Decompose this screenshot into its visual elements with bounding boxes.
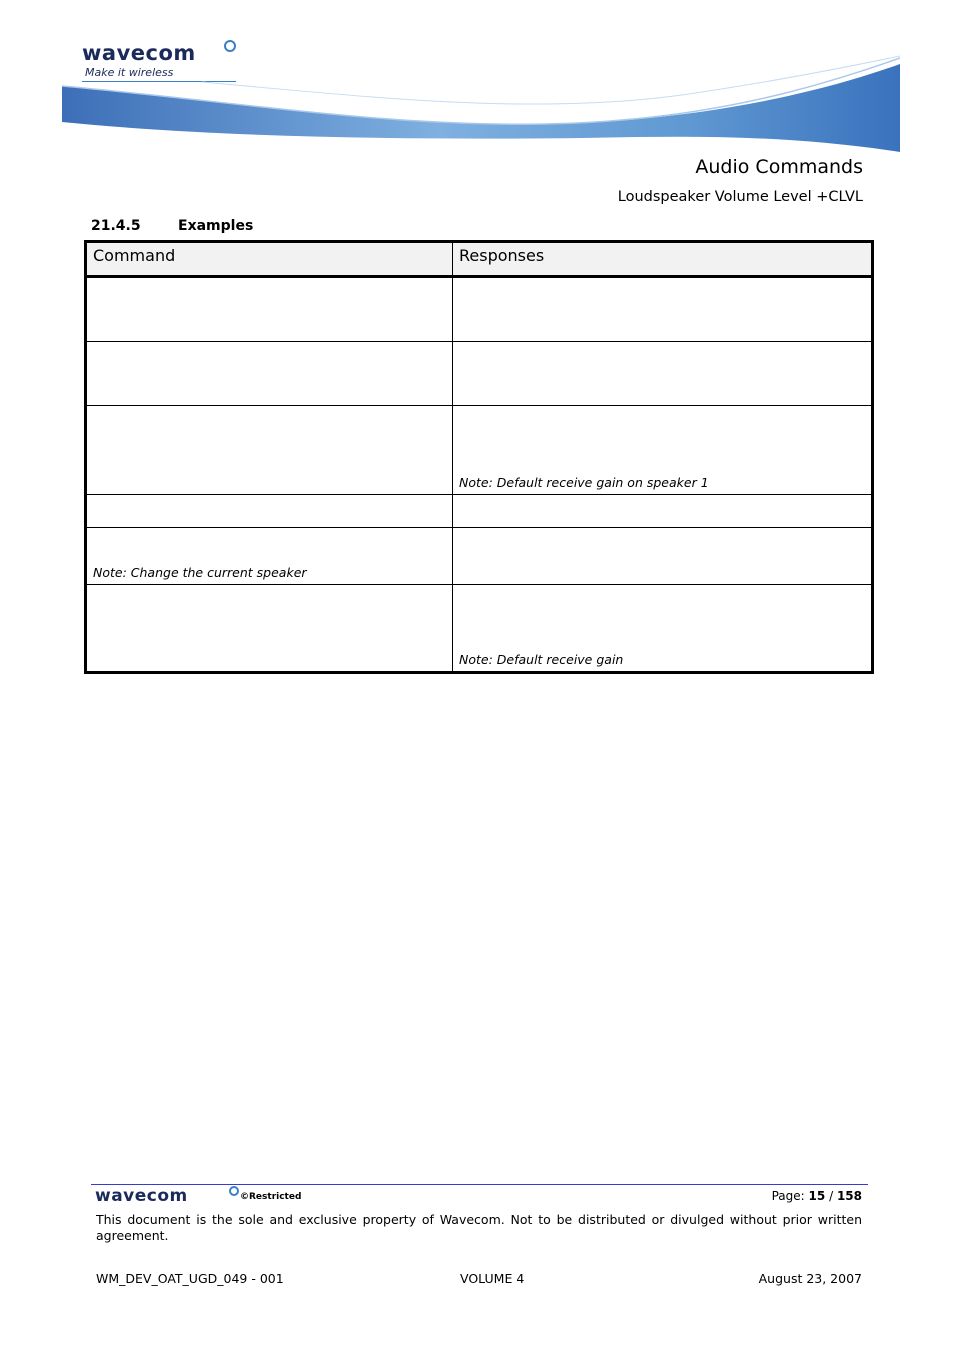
footer-notice: This document is the sole and exclusive property of Wavecom. Not to be distributed or divulged without prior written agreement.: [96, 1212, 862, 1243]
response-cell: [453, 585, 873, 673]
subsection-number: 21.4.5: [91, 218, 141, 234]
table-row: [86, 528, 873, 585]
logo-swirl-icon: [224, 40, 236, 52]
footer-logo-swirl-icon: [229, 1186, 239, 1196]
examples-table: [84, 240, 874, 674]
table-row: [86, 585, 873, 673]
table-row: [86, 277, 873, 342]
logo-wordmark: wavecom: [82, 41, 196, 65]
section-title: Loudspeaker Volume Level +CLVL: [617, 189, 863, 205]
page-label: Page:: [771, 1189, 805, 1203]
table-row: [86, 406, 873, 495]
column-header-command: Command: [86, 242, 453, 277]
command-cell: [86, 406, 453, 495]
page-current: 15: [808, 1189, 826, 1203]
response-cell: [453, 342, 873, 406]
command-cell: [86, 495, 453, 528]
footer-logo-wordmark: wavecom: [95, 1186, 188, 1206]
column-header-responses: Responses: [453, 242, 873, 277]
footer-divider: [91, 1184, 868, 1185]
footer-page-number: [772, 1188, 862, 1204]
table-row: [86, 342, 873, 406]
subsection-title: Examples: [178, 218, 254, 234]
footer-volume: VOLUME 4: [460, 1271, 525, 1286]
footer-date: August 23, 2007: [758, 1271, 862, 1286]
logo-tagline: Make it wireless: [85, 66, 174, 79]
response-note: Note: Default receive gain on speaker 1: [459, 475, 709, 490]
footer-doc-ref: WM_DEV_OAT_UGD_049 - 001: [96, 1271, 284, 1286]
response-cell: [453, 277, 873, 342]
page-separator: /: [829, 1189, 834, 1203]
footer-restricted-label: ©Restricted: [240, 1192, 302, 1202]
command-cell: [86, 277, 453, 342]
page-total: 158: [836, 1189, 862, 1203]
response-cell: [453, 528, 873, 585]
table-row: [86, 495, 873, 528]
response-cell: [453, 495, 873, 528]
table-header-row: [86, 242, 873, 277]
command-cell: [86, 585, 453, 673]
response-note: Note: Default receive gain: [459, 652, 624, 667]
header-wave-banner: [62, 52, 900, 156]
subsection-heading: [91, 216, 253, 236]
response-cell: [453, 406, 873, 495]
command-cell: [86, 528, 453, 585]
command-cell: [86, 342, 453, 406]
command-note: Note: Change the current speaker: [93, 565, 307, 580]
chapter-title: Audio Commands: [695, 156, 863, 178]
